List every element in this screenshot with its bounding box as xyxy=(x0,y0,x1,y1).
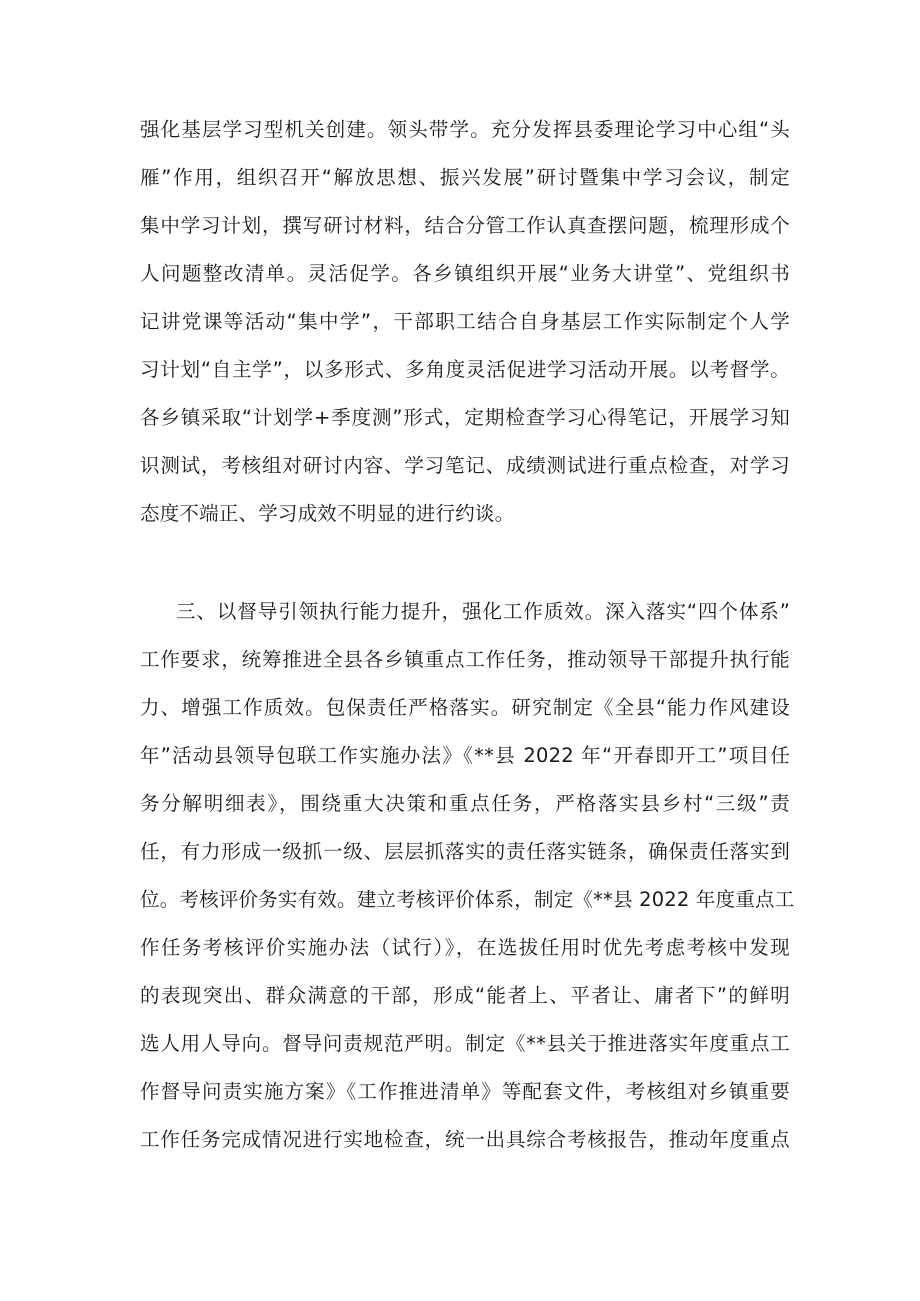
paragraph-1-line-7: 各乡镇采取“计划学+季度测”形式，定期检查学习心得笔记，开展学习知 xyxy=(140,406,790,429)
paragraph-2-line-12: 工作任务完成情况进行实地检查，统一出具综合考核报告，推动年度重点 xyxy=(140,1128,790,1151)
paragraph-2-line-1: 三、以督导引领执行能力提升，强化工作质效。深入落实“四个体系” xyxy=(176,600,790,623)
paragraph-1-line-1: 强化基层学习型机关创建。领头带学。充分发挥县委理论学习中心组“头 xyxy=(140,118,790,141)
paragraph-2-line-3: 力、增强工作质效。包保责任严格落实。研究制定《全县“能力作风建设 xyxy=(140,696,790,719)
paragraph-2-line-9: 的表现突出、群众满意的干部，形成“能者上、平者让、庸者下”的鲜明 xyxy=(140,984,790,1007)
paragraph-2-line-8: 作任务考核评价实施办法（试行）》，在选拔任用时优先考虑考核中发现 xyxy=(140,936,790,959)
paragraph-1-line-3: 集中学习计划，撰写研讨材料，结合分管工作认真查摆问题，梳理形成个 xyxy=(140,214,790,237)
paragraph-1-line-9: 态度不端正、学习成效不明显的进行约谈。 xyxy=(140,502,515,525)
paragraph-2-line-5: 务分解明细表》，围绕重大决策和重点任务，严格落实县乡村“三级”责 xyxy=(140,792,790,815)
paragraph-1-line-6: 习计划“自主学”，以多形式、多角度灵活促进学习活动开展。以考督学。 xyxy=(140,358,790,381)
paragraph-2-line-10: 选人用人导向。督导问责规范严明。制定《**县关于推进落实年度重点工 xyxy=(140,1032,790,1055)
paragraph-2-line-11: 作督导问责实施方案》《工作推进清单》等配套文件，考核组对乡镇重要 xyxy=(140,1080,790,1103)
paragraph-2-line-7: 位。考核评价务实有效。建立考核评价体系，制定《**县 2022 年度重点工 xyxy=(140,888,795,911)
paragraph-2-line-6: 任，有力形成一级抓一级、层层抓落实的责任落实链条，确保责任落实到 xyxy=(140,840,790,863)
paragraph-1-line-2: 雁”作用，组织召开“解放思想、振兴发展”研讨暨集中学习会议，制定 xyxy=(140,166,790,189)
paragraph-1-line-8: 识测试，考核组对研讨内容、学习笔记、成绩测试进行重点检查，对学习 xyxy=(140,454,790,477)
paragraph-1-line-4: 人问题整改清单。灵活促学。各乡镇组织开展“业务大讲堂”、党组织书 xyxy=(140,262,790,285)
paragraph-1-line-5: 记讲党课等活动“集中学”，干部职工结合自身基层工作实际制定个人学 xyxy=(140,310,790,333)
paragraph-2-line-2: 工作要求，统筹推进全县各乡镇重点工作任务，推动领导干部提升执行能 xyxy=(140,648,790,671)
paragraph-2-line-4: 年”活动县领导包联工作实施办法》《**县 2022 年“开春即开工”项目任 xyxy=(140,744,790,767)
